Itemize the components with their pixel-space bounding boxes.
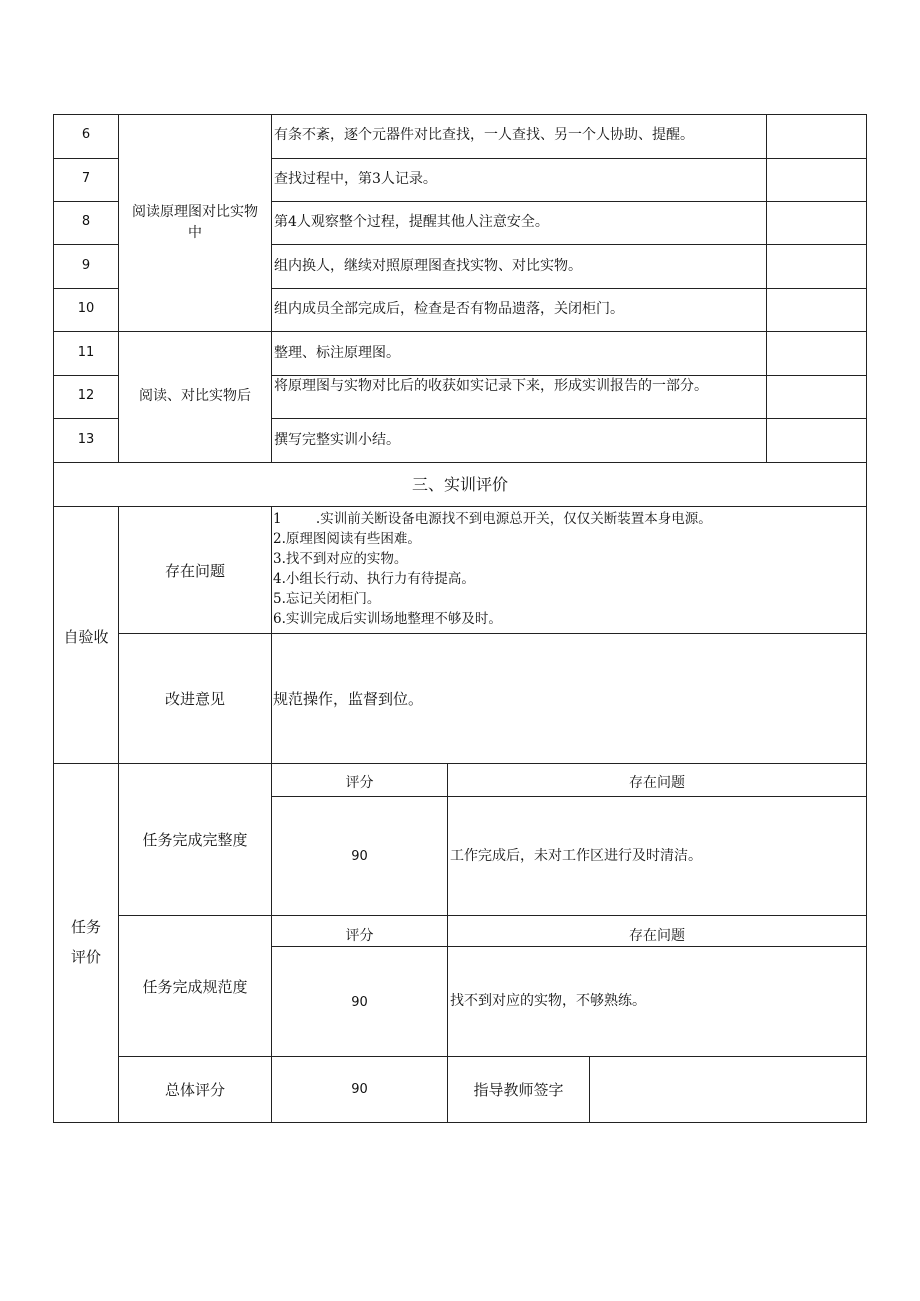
- row-number: 6: [81, 127, 91, 142]
- task-eval-label: 任务: [70, 918, 101, 936]
- problem-item: 6.实训完成后实训场地整理不够及时。: [273, 611, 502, 627]
- problems-label: 存在问题: [164, 562, 225, 580]
- row-divider: [53, 288, 119, 289]
- row-divider: [271, 201, 867, 202]
- section-title: 三、实训评价: [411, 475, 508, 494]
- phase-label-during: 阅读原理图对比实物: [132, 204, 258, 220]
- col-divider: [589, 1056, 590, 1123]
- completeness-label: 任务完成完整度: [142, 831, 248, 849]
- row-text: 撰写完整实训小结。: [274, 432, 400, 448]
- problem-item: 5.忘记关闭柜门。: [273, 591, 381, 607]
- row-text: 第4人观察整个过程，提醒其他人注意安全。: [274, 214, 549, 230]
- row-divider: [53, 462, 867, 463]
- row-divider: [118, 915, 867, 916]
- row-text: 将原理图与实物对比后的收获如实记录下来，形成实训报告的一部分。: [274, 378, 708, 394]
- problem-item: 4.小组长行动、执行力有待提高。: [273, 571, 475, 587]
- row-divider: [271, 418, 867, 419]
- row-text: 查找过程中，第3人记录。: [274, 171, 437, 187]
- overall-score: 90: [351, 1082, 368, 1097]
- phase-label-during: 中: [188, 225, 202, 241]
- row-divider: [271, 375, 867, 376]
- score-header: 评分: [345, 928, 374, 944]
- row-number: 9: [81, 258, 91, 273]
- improve-text: 规范操作，监督到位。: [273, 690, 424, 708]
- row-divider: [271, 158, 867, 159]
- row-divider: [53, 158, 119, 159]
- row-number: 7: [81, 171, 91, 186]
- row-divider: [53, 244, 119, 245]
- phase-label-after: 阅读、对比实物后: [139, 388, 251, 404]
- row-divider: [271, 946, 867, 947]
- row-number: 13: [77, 432, 95, 447]
- border-right: [866, 114, 867, 1123]
- row-text: 组内成员全部完成后，检查是否有物品遗落，关闭柜门。: [274, 301, 624, 317]
- row-divider: [53, 201, 119, 202]
- standard-problem: 找不到对应的实物，不够熟练。: [450, 993, 646, 1009]
- col-divider: [271, 506, 272, 763]
- score-header: 评分: [345, 775, 374, 791]
- row-divider: [271, 796, 867, 797]
- row-number: 12: [77, 388, 95, 403]
- row-text: 整理、标注原理图。: [274, 345, 400, 361]
- row-divider: [118, 1056, 867, 1057]
- problem-item: 3.找不到对应的实物。: [273, 551, 408, 567]
- problem-item: 2.原理图阅读有些困难。: [273, 531, 421, 547]
- row-divider: [271, 288, 867, 289]
- problem-header: 存在问题: [629, 775, 685, 791]
- col-divider: [118, 506, 119, 1123]
- row-divider: [53, 375, 119, 376]
- row-number: 8: [81, 214, 91, 229]
- overall-label: 总体评分: [164, 1081, 225, 1099]
- border-bottom: [53, 1122, 867, 1123]
- row-divider: [53, 763, 867, 764]
- row-divider: [271, 244, 867, 245]
- row-number: 11: [77, 345, 95, 360]
- row-number: 10: [77, 301, 95, 316]
- row-divider: [53, 331, 867, 332]
- problem-item: 1 .实训前关断设备电源找不到电源总开关，仅仅关断装置本身电源。: [273, 511, 712, 527]
- row-text: 有条不紊，逐个元器件对比查找，一人查找、另一个人协助、提醒。: [274, 127, 694, 143]
- self-acceptance-label: 自验收: [63, 628, 109, 646]
- problems-list: [273, 509, 712, 629]
- border-top: [53, 114, 867, 115]
- standard-score: 90: [351, 995, 368, 1010]
- improve-label: 改进意见: [164, 690, 225, 708]
- problem-header: 存在问题: [629, 928, 685, 944]
- row-divider: [53, 506, 867, 507]
- standard-label: 任务完成规范度: [142, 978, 248, 996]
- teacher-sign-label: 指导教师签字: [473, 1081, 564, 1099]
- completeness-score: 90: [351, 849, 368, 864]
- completeness-problem: 工作完成后，未对工作区进行及时清洁。: [450, 848, 702, 864]
- task-eval-label: 评价: [70, 948, 101, 966]
- row-text: 组内换人，继续对照原理图查找实物、对比实物。: [274, 258, 582, 274]
- row-divider: [53, 418, 119, 419]
- row-divider: [118, 633, 867, 634]
- teacher-signature-field[interactable]: [592, 1081, 864, 1111]
